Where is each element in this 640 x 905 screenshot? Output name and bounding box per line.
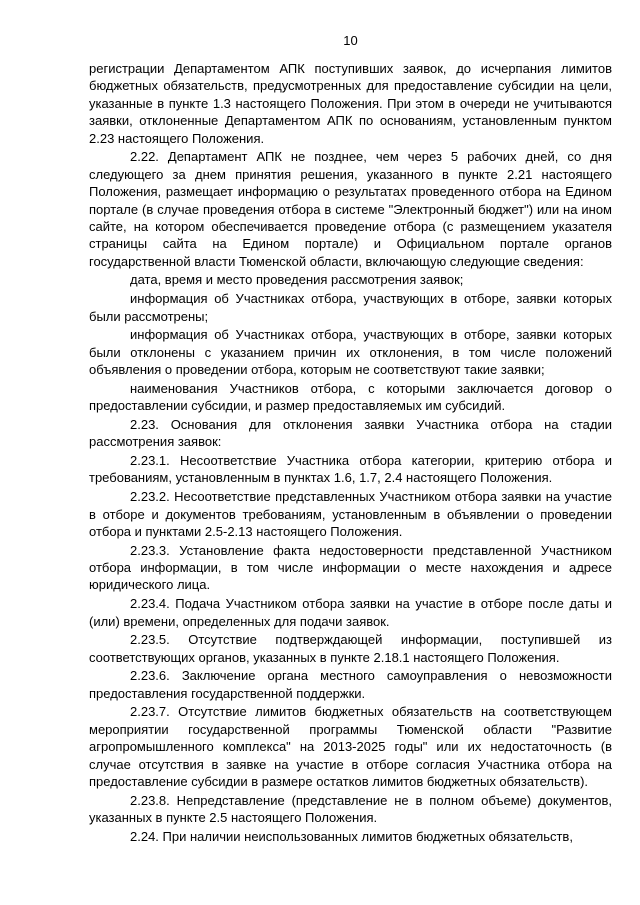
- list-item-date-time-place: дата, время и место проведения рассмотрения заявок;: [130, 272, 464, 288]
- paragraph-2-23-7: 2.23.7. Отсутствие лимитов бюджетных обязательств на соответствующем мероприятии государственной программы Тюменской области "Развитие агропромышленного комплекса" на 2013-2025 годы" или их недостаточность (в случае отсутствия в заявке на участие в отборе согласия Участника отбора на предоставление субсидии в размере остатков лимитов бюджетных обязательств).: [89, 704, 612, 790]
- paragraph-2-23-5: 2.23.5. Отсутствие подтверждающей информации, поступившей из соответствующих органов, указанных в пункте 2.18.1 настоящего Положения.: [89, 632, 612, 665]
- paragraph-2-24: 2.24. При наличии неиспользованных лимитов бюджетных обязательств,: [130, 828, 573, 844]
- paragraph-2-23-1: 2.23.1. Несоответствие Участника отбора категории, критерию отбора и требованиям, установленным в пунктах 1.6, 1.7, 2.4 настоящего Положения.: [89, 453, 612, 486]
- list-item-rejected-applications: информация об Участниках отбора, участвующих в отборе, заявки которых были отклонены с указанием причин их отклонения, в том числе положений объявления о проведении отбора, которым не соответствуют такие заявки;: [89, 327, 612, 378]
- paragraph-2-23-3: 2.23.3. Установление факта недостоверности представленной Участником отбора информации, в том числе информации о месте нахождения и адресе юридического лица.: [89, 542, 612, 593]
- paragraph-2-23-2: 2.23.2. Несоответствие представленных Участником отбора заявки на участие в отборе и документов требованиям, установленным в объявлении о проведении отбора и пунктами 2.5-2.13 настоящего Положения.: [89, 489, 612, 539]
- paragraph-2-23: 2.23. Основания для отклонения заявки Участника отбора на стадии рассмотрения заявок:: [89, 416, 612, 450]
- list-item-considered-applications: информация об Участниках отбора, участвующих в отборе, заявки которых были рассмотрены;: [89, 291, 612, 324]
- paragraph-2-23-4: 2.23.4. Подача Участником отбора заявки на участие в отборе после даты и (или) времени, определенных для подачи заявок.: [89, 596, 612, 629]
- paragraph-2-23-6: 2.23.6. Заключение органа местного самоуправления о невозможности предоставления государственной поддержки.: [89, 668, 612, 701]
- list-item-subsidy-recipients: наименования Участников отбора, с которыми заключается договор о предоставлении субсидии, и размер предоставляемых им субсидий.: [89, 380, 612, 414]
- document-body: [89, 60, 612, 845]
- paragraph-2-22: 2.22. Департамент АПК не позднее, чем через 5 рабочих дней, со дня следующего за днем принятия решения, указанного в пункте 2.21 настоящего Положения, размещает информацию о результатах проведенного отбора на Едином портале (в случае проведения отбора в системе "Электронный бюджет") или на ином сайте, на котором обеспечивается проведение отбора (с размещением указателя страницы сайта на Едином портале) и Официальном портале органов государственной власти Тюменской области, включающую следующие сведения:: [89, 149, 612, 269]
- paragraph-2-23-8: 2.23.8. Непредставление (представление не в полном объеме) документов, указанных в пункте 2.5 настоящего Положения.: [89, 792, 612, 826]
- page-number: 10: [343, 33, 358, 48]
- paragraph-continuation: регистрации Департаментом АПК поступивших заявок, до исчерпания лимитов бюджетных обязательств, предусмотренных для предоставление субсидии на цели, указанные в пункте 1.3 настоящего Положения. При этом в очереди не учитываются заявки, отклоненные Департаментом АПК по основаниям, установленным пунктом 2.23 настоящего Положения.: [89, 61, 612, 146]
